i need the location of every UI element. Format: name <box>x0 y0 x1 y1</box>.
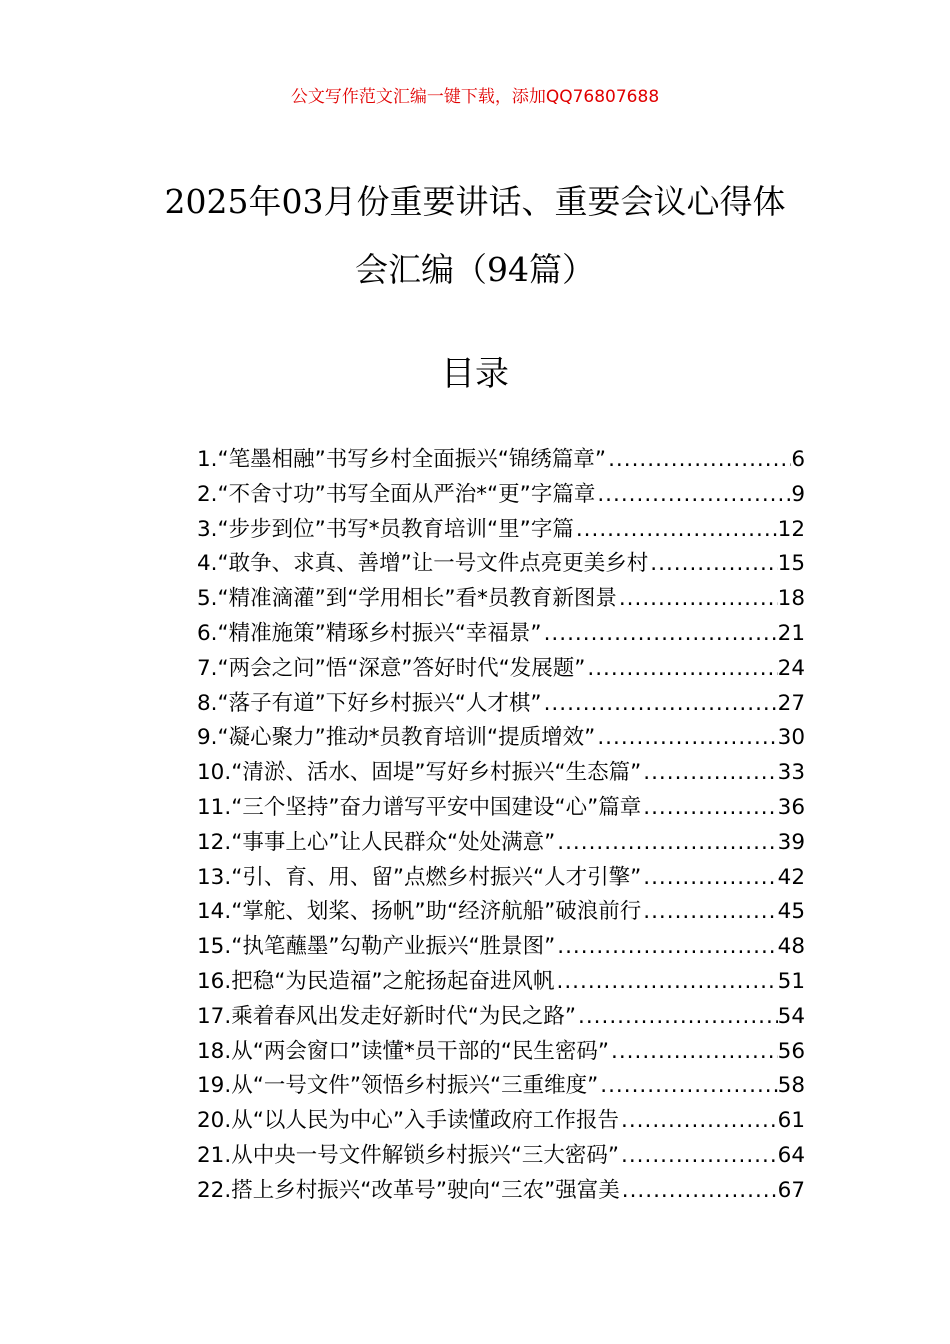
toc-entry[interactable] <box>197 687 805 722</box>
toc-entry-number: 14. <box>197 899 232 925</box>
toc-entry-page-number: 27 <box>777 690 805 716</box>
toc-leader-dots <box>619 1104 778 1139</box>
toc-entry[interactable] <box>197 478 805 513</box>
toc-entry-title: “步步到位”书写*员教育培训“里”字篇 <box>217 516 574 542</box>
toc-entry-number: 20. <box>197 1108 232 1134</box>
toc-entry-title: “三个坚持”奋力谱写平安中国建设“心”篇章 <box>231 794 642 820</box>
toc-entry-title: “事事上心”让人民群众“处处满意” <box>231 829 556 855</box>
toc-entry-number: 6. <box>197 620 218 646</box>
toc-entry-page-number: 58 <box>777 1073 805 1099</box>
toc-entry-page-number: 15 <box>777 551 805 577</box>
toc-leader-dots <box>555 930 777 965</box>
toc-entry-number: 9. <box>197 725 218 751</box>
toc-entry-page-number: 33 <box>777 760 805 786</box>
toc-entry-title: “敢争、求真、善增”让一号文件点亮更美乡村 <box>217 551 649 577</box>
toc-entry-number: 7. <box>197 655 218 681</box>
toc-entry-number: 16. <box>197 968 232 994</box>
toc-entry-number: 2. <box>197 481 218 507</box>
toc-entry-title: 从“以人民为中心”入手读懂政府工作报告 <box>231 1108 619 1134</box>
toc-entry-number: 5. <box>197 586 218 612</box>
toc-entry-number: 4. <box>197 551 218 577</box>
toc-entry-page-number: 64 <box>777 1142 805 1168</box>
toc-entry-page-number: 6 <box>791 447 805 472</box>
toc-entry-title: “执笔蘸墨”勾勒产业振兴“胜景图” <box>231 934 556 960</box>
document-title-line-1: 2025年03月份重要讲话、重要会议心得体 <box>164 182 786 221</box>
toc-entry-title: “落子有道”下好乡村振兴“人才棋” <box>217 690 542 716</box>
toc-entry-page-number: 24 <box>777 655 805 681</box>
toc-entry[interactable] <box>197 1035 805 1070</box>
toc-entry-page-number: 42 <box>777 864 805 890</box>
toc-leader-dots <box>542 617 778 652</box>
toc-entry[interactable] <box>197 721 805 756</box>
toc-leader-dots <box>542 687 778 722</box>
toc-entry-title: “精准施策”精琢乡村振兴“幸福景” <box>217 620 542 646</box>
toc-entry-title: “掌舵、划桨、扬帆”助“经济航船”破浪前行 <box>231 899 642 925</box>
toc-entry-title: “凝心聚力”推动*员教育培训“提质增效” <box>217 725 596 751</box>
toc-entry-page-number: 36 <box>777 794 805 820</box>
toc-entry[interactable] <box>197 930 805 965</box>
toc-leader-dots <box>576 1000 778 1035</box>
toc-entry[interactable] <box>197 582 805 617</box>
toc-entry-number: 1. <box>197 447 218 472</box>
toc-entry-title: 从中央一号文件解锁乡村振兴“三大密码” <box>231 1142 619 1168</box>
toc-entry-title: “不舍寸功”书写全面从严治*“更”字篇章 <box>217 481 596 507</box>
toc-leader-dots <box>641 861 777 896</box>
toc-entry[interactable] <box>197 1174 805 1209</box>
toc-entry-number: 3. <box>197 516 218 542</box>
toc-leader-dots <box>595 721 777 756</box>
toc-entry[interactable] <box>197 756 805 791</box>
toc-entry-number: 12. <box>197 829 232 855</box>
toc-entry[interactable] <box>197 791 805 826</box>
toc-entry-number: 17. <box>197 1003 232 1029</box>
toc-entry-title: “两会之问”悟“深意”答好时代“发展题” <box>217 655 586 681</box>
toc-entry-page-number: 30 <box>777 725 805 751</box>
toc-entry-page-number: 61 <box>777 1108 805 1134</box>
toc-entry-number: 15. <box>197 934 232 960</box>
toc-entry-number: 8. <box>197 690 218 716</box>
toc-entry-number: 19. <box>197 1073 232 1099</box>
toc-entry-page-number: 54 <box>777 1003 805 1029</box>
toc-entry-page-number: 45 <box>777 899 805 925</box>
toc-leader-dots <box>648 547 777 582</box>
toc-leader-dots <box>585 652 777 687</box>
toc-entry-page-number: 21 <box>777 620 805 646</box>
toc-entry-page-number: 51 <box>777 968 805 994</box>
toc-leader-dots <box>641 791 777 826</box>
toc-entry-page-number: 9 <box>791 481 805 507</box>
toc-entry-page-number: 18 <box>777 586 805 612</box>
toc-leader-dots <box>620 1174 778 1209</box>
toc-entry-title: 从“两会窗口”读懂*员干部的“民生密码” <box>231 1038 610 1064</box>
toc-heading: 目录 <box>441 354 509 394</box>
toc-leader-dots <box>617 582 778 617</box>
toc-entry-number: 13. <box>197 864 232 890</box>
toc-leader-dots <box>595 478 791 513</box>
toc-entry-title: “精准滴灌”到“学用相长”看*员教育新图景 <box>217 586 617 612</box>
toc-entry[interactable] <box>197 861 805 896</box>
toc-entry[interactable] <box>197 1104 805 1139</box>
toc-leader-dots <box>619 1139 778 1174</box>
toc-entry-number: 11. <box>197 794 232 820</box>
toc-entry-title: 乘着春风出发走好新时代“为民之路” <box>231 1003 576 1029</box>
toc-entry[interactable] <box>197 652 805 687</box>
download-notice: 公文写作范文汇编一键下载，添加QQ76807688 <box>290 87 660 107</box>
toc-leader-dots <box>555 826 777 861</box>
toc-entry-page-number: 12 <box>777 516 805 542</box>
toc-entry[interactable] <box>197 965 805 1000</box>
toc-entry-title: “清淤、活水、固堤”写好乡村振兴“生态篇” <box>231 760 642 786</box>
toc-entry[interactable] <box>197 617 805 652</box>
toc-entry-title: 搭上乡村振兴“改革号”驶向“三农”强富美 <box>231 1177 620 1203</box>
toc-entry-title: 把稳“为民造福”之舵扬起奋进风帆 <box>231 968 555 994</box>
toc-entry-page-number: 67 <box>777 1177 805 1203</box>
toc-leader-dots <box>609 1035 778 1070</box>
table-of-contents <box>197 443 805 1209</box>
toc-entry-title: 从“一号文件”领悟乡村振兴“三重维度” <box>231 1073 599 1099</box>
toc-entry[interactable] <box>197 443 805 478</box>
toc-leader-dots <box>641 756 777 791</box>
toc-entry-title: “引、育、用、留”点燃乡村振兴“人才引擎” <box>231 864 642 890</box>
toc-entry[interactable] <box>197 826 805 861</box>
toc-entry[interactable] <box>197 513 805 548</box>
toc-leader-dots <box>574 513 778 548</box>
toc-entry-number: 21. <box>197 1142 232 1168</box>
document-title-line-2: 会汇编（94篇） <box>355 250 595 289</box>
toc-entry[interactable] <box>197 1139 805 1174</box>
toc-entry-page-number: 48 <box>777 934 805 960</box>
toc-entry[interactable] <box>197 895 805 930</box>
toc-entry[interactable] <box>197 1000 805 1035</box>
toc-entry-page-number: 56 <box>777 1038 805 1064</box>
toc-entry-title: “笔墨相融”书写乡村全面振兴“锦绣篇章” <box>217 447 607 472</box>
toc-leader-dots <box>606 443 791 478</box>
toc-leader-dots <box>641 895 777 930</box>
toc-entry[interactable] <box>197 547 805 582</box>
toc-entry-number: 18. <box>197 1038 232 1064</box>
toc-leader-dots <box>598 1069 777 1104</box>
toc-entry-number: 22. <box>197 1177 232 1203</box>
toc-entry-page-number: 39 <box>777 829 805 855</box>
toc-entry-number: 10. <box>197 760 232 786</box>
toc-leader-dots <box>554 965 777 1000</box>
toc-entry[interactable] <box>197 1069 805 1104</box>
